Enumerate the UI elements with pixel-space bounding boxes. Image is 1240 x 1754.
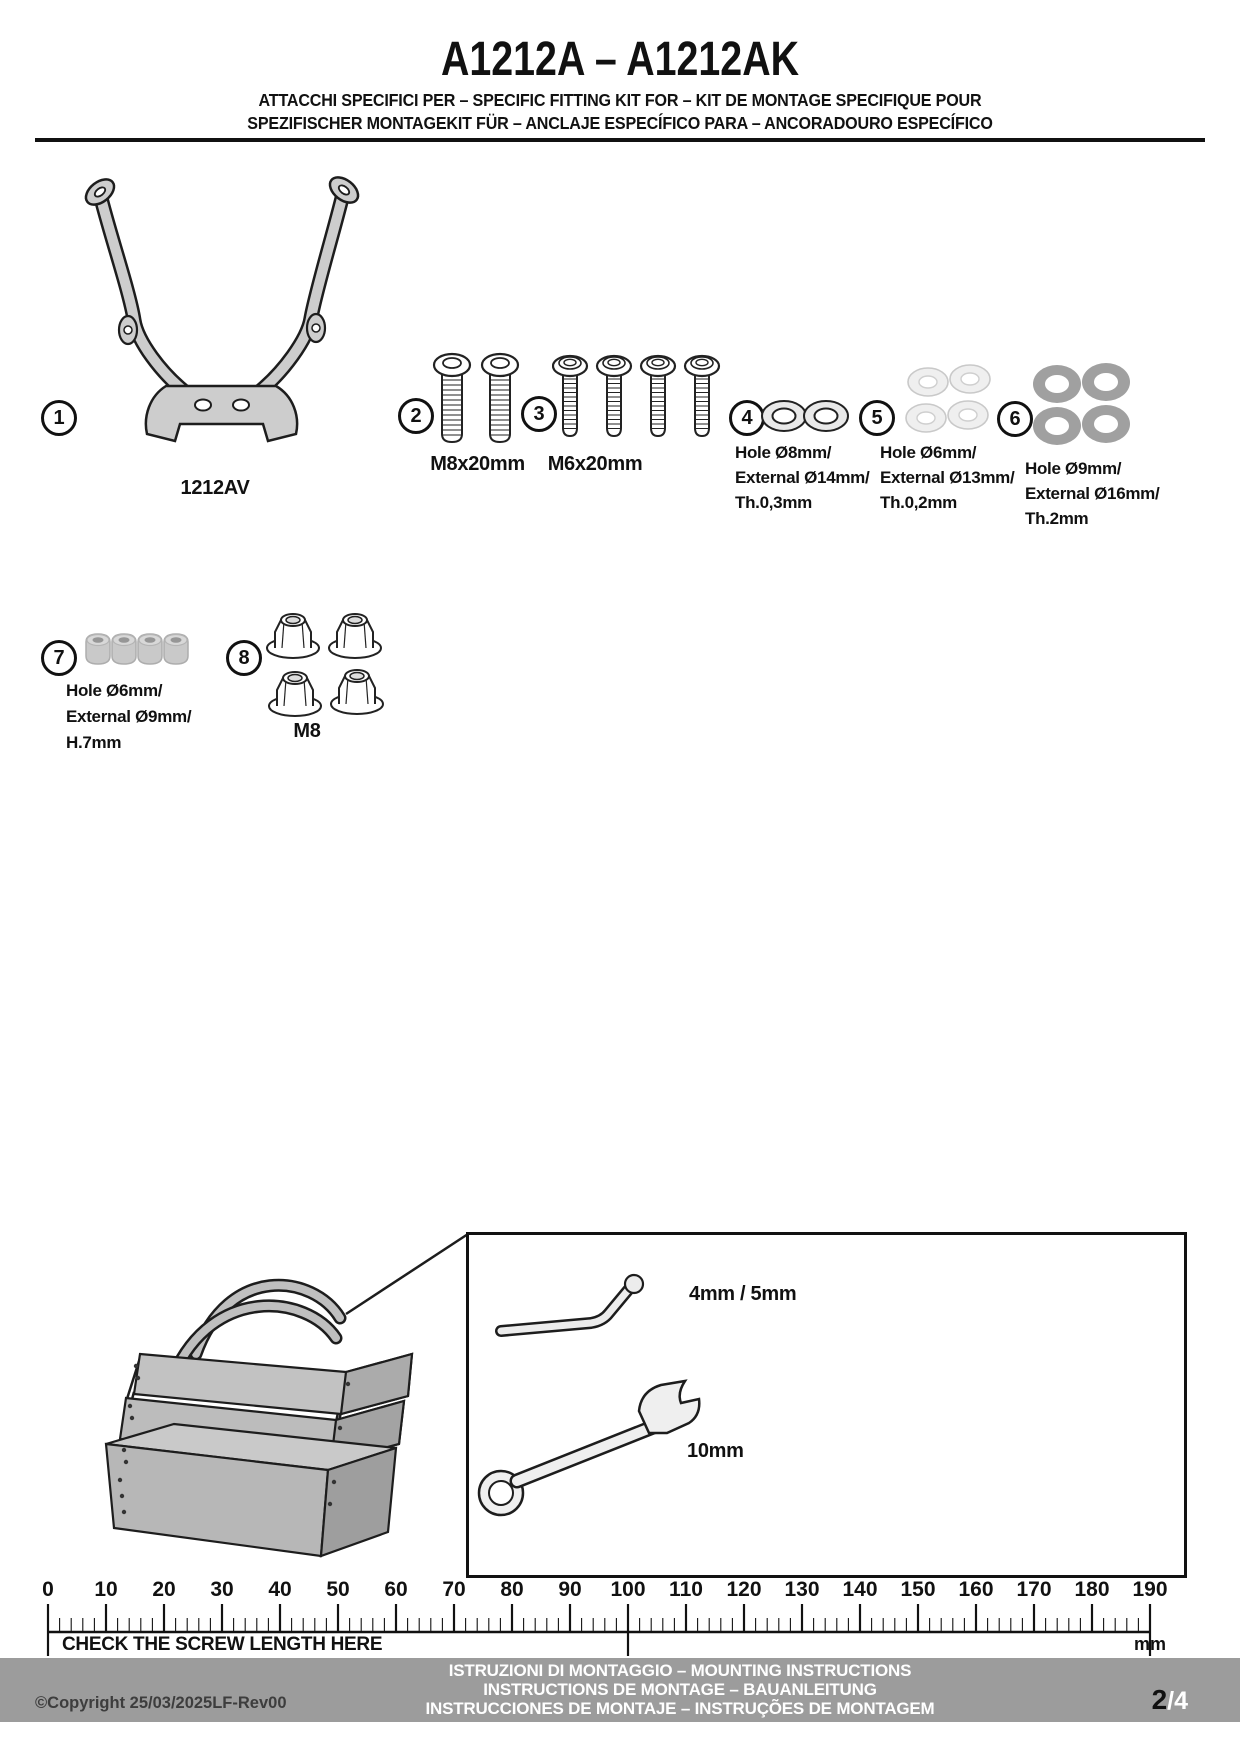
svg-text:180: 180: [1074, 1578, 1110, 1601]
part-3-number: 3: [521, 396, 557, 432]
svg-text:100: 100: [610, 1578, 646, 1601]
svg-text:110: 110: [669, 1578, 703, 1601]
spacers-illustration: [84, 630, 190, 670]
svg-text:0: 0: [42, 1578, 54, 1601]
part-4-number: 4: [729, 400, 765, 436]
part-7-spec-line3: H.7mm: [66, 733, 122, 752]
washers-8mm-illustration: [760, 392, 852, 440]
part-7-number: 7: [41, 640, 77, 676]
part-5-spec: [880, 440, 1014, 515]
svg-text:20: 20: [152, 1578, 176, 1601]
part-1-number: 1: [41, 400, 77, 436]
nuts-illustration: [266, 608, 390, 720]
svg-text:150: 150: [900, 1578, 936, 1601]
svg-text:140: 140: [842, 1578, 878, 1601]
svg-text:130: 130: [784, 1578, 820, 1601]
part-4-spec: [735, 440, 869, 515]
part-6-number: 6: [997, 401, 1033, 437]
part-3-label: M6x20mm: [547, 453, 643, 475]
part-1-label: 1212AV: [180, 477, 250, 499]
page-title: A1212A – A1212AK: [440, 33, 800, 86]
svg-text:CHECK THE SCREW LENGTH HERE: CHECK THE SCREW LENGTH HERE: [62, 1634, 383, 1655]
allen-key-label: 4mm / 5mm: [689, 1283, 797, 1305]
svg-text:10: 10: [94, 1578, 118, 1601]
svg-text:mm: mm: [1133, 1634, 1166, 1654]
part-4-spec-line3: Th.0,3mm: [735, 493, 812, 512]
footer-line1: ISTRUZIONI DI MONTAGGIO – MOUNTING INSTRUCTIONS: [448, 1661, 912, 1680]
svg-text:160: 160: [958, 1578, 994, 1601]
part-8-label: M8: [293, 720, 321, 742]
part-6-spec-line1: Hole Ø9mm/: [1025, 459, 1122, 478]
svg-text:170: 170: [1016, 1578, 1052, 1601]
svg-text:60: 60: [384, 1578, 408, 1601]
m6-screws-illustration: [552, 352, 732, 448]
part-7-spec: [66, 678, 191, 756]
svg-text:80: 80: [500, 1578, 524, 1601]
part-7-spec-line1: Hole Ø6mm/: [66, 681, 163, 700]
part-6-spec-line3: Th.2mm: [1025, 509, 1089, 528]
svg-text:30: 30: [210, 1578, 234, 1601]
subtitle-line2: SPEZIFISCHER MONTAGEKIT FÜR – ANCLAJE ESPECÍFICO PARA – ANCORADOURO ESPECÍFICO: [247, 113, 993, 133]
part-6-spec: [1025, 456, 1159, 531]
page-indicator: [1152, 1684, 1188, 1716]
part-5-spec-line3: Th.0,2mm: [880, 493, 957, 512]
footer-line3: INSTRUCCIONES DE MONTAJE – INSTRUÇÕES DE MONTAGEM: [425, 1699, 935, 1718]
footer-line2: INSTRUCTIONS DE MONTAGE – BAUANLEITUNG: [483, 1680, 877, 1699]
svg-text:70: 70: [442, 1578, 466, 1601]
svg-text:50: 50: [326, 1578, 350, 1601]
svg-text:190: 190: [1132, 1578, 1168, 1601]
part-5-number: 5: [859, 400, 895, 436]
wrench-label: 10mm: [687, 1440, 744, 1462]
washers-6mm-illustration: [900, 362, 998, 442]
svg-text:120: 120: [726, 1578, 762, 1601]
part-4-spec-line1: Hole Ø8mm/: [735, 443, 832, 462]
part-2-number: 2: [398, 398, 434, 434]
copyright-text: ©Copyright 25/03/2025LF-Rev00: [35, 1694, 287, 1712]
m8-screws-illustration: [432, 352, 524, 452]
svg-text:40: 40: [268, 1578, 292, 1601]
page-total: /4: [1167, 1687, 1188, 1715]
part-7-spec-line2: External Ø9mm/: [66, 707, 192, 726]
allen-key-icon: [487, 1271, 659, 1349]
part-2-label: M8x20mm: [430, 453, 525, 475]
tools-detail-box: [466, 1232, 1187, 1578]
part-8-number: 8: [226, 640, 262, 676]
part-5-spec-line1: Hole Ø6mm/: [880, 443, 977, 462]
wrench-icon: [471, 1375, 711, 1525]
part-5-spec-line2: External Ø13mm/: [880, 468, 1015, 487]
footer-instructions: [120, 1661, 1240, 1718]
part-4-spec-line2: External Ø14mm/: [735, 468, 870, 487]
part-6-spec-line2: External Ø16mm/: [1025, 484, 1160, 503]
svg-text:90: 90: [558, 1578, 582, 1601]
header-divider: [35, 138, 1205, 142]
bracket-1212av-illustration: [48, 168, 393, 468]
page-current: 2: [1151, 1684, 1168, 1715]
callout-line: [340, 1228, 472, 1320]
subtitle-line1: ATTACCHI SPECIFICI PER – SPECIFIC FITTING KIT FOR – KIT DE MONTAGE SPECIFIQUE POUR: [258, 90, 982, 110]
washers-9mm-illustration: [1030, 362, 1134, 452]
